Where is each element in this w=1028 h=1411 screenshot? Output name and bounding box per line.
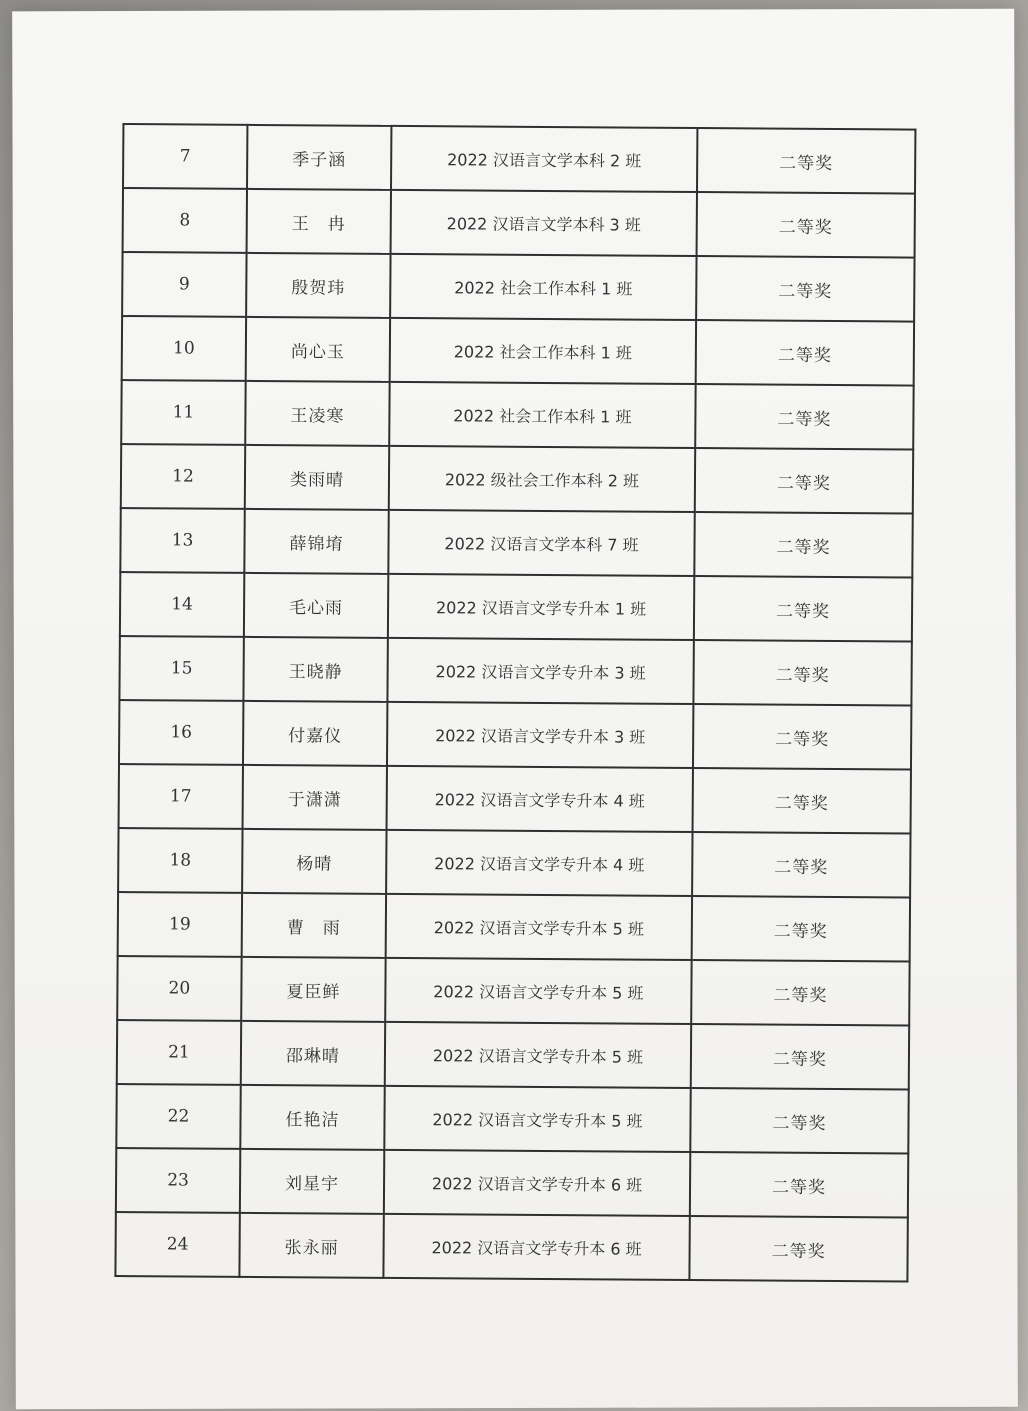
award-level-cell: 二等奖 (693, 704, 911, 770)
student-name-cell: 类雨晴 (245, 445, 389, 510)
student-name-cell: 张永丽 (239, 1213, 383, 1278)
student-name-cell: 夏臣鲜 (241, 957, 385, 1022)
award-table-body (115, 124, 915, 1282)
table-row (122, 252, 914, 322)
award-list-table (114, 123, 916, 1283)
student-name-cell: 季子涵 (247, 125, 391, 190)
table-row (123, 124, 915, 194)
table-row (122, 316, 914, 386)
table-row (117, 956, 909, 1026)
award-table-container (115, 123, 883, 1268)
award-level-cell: 二等奖 (697, 128, 915, 194)
class-name-cell: 2022 汉语言文学专升本 3 班 (387, 638, 693, 704)
award-level-cell: 二等奖 (694, 576, 912, 642)
class-name-cell: 2022 汉语言文学本科 3 班 (391, 190, 697, 256)
award-level-cell: 二等奖 (695, 384, 913, 450)
class-name-cell: 2022 汉语言文学专升本 4 班 (386, 830, 692, 896)
table-row (118, 828, 910, 898)
award-level-cell: 二等奖 (691, 960, 909, 1026)
award-level-cell: 二等奖 (696, 256, 914, 322)
student-name-cell: 付嘉仪 (243, 701, 387, 766)
award-level-cell: 二等奖 (697, 192, 915, 258)
row-number-cell: 12 (121, 444, 245, 509)
table-row (123, 188, 915, 258)
row-number-cell: 10 (122, 316, 246, 381)
row-number-cell: 20 (117, 956, 241, 1021)
award-level-cell: 二等奖 (693, 640, 911, 706)
class-name-cell: 2022 汉语言文学专升本 5 班 (385, 958, 691, 1024)
student-name-cell: 王晓静 (243, 637, 387, 702)
class-name-cell: 2022 汉语言文学专升本 4 班 (387, 766, 693, 832)
award-level-cell: 二等奖 (692, 896, 910, 962)
award-level-cell: 二等奖 (690, 1152, 908, 1218)
row-number-cell: 24 (115, 1212, 239, 1277)
class-name-cell: 2022 汉语言文学专升本 5 班 (384, 1086, 690, 1152)
table-row (117, 1020, 909, 1090)
row-number-cell: 19 (118, 892, 242, 957)
award-level-cell: 二等奖 (690, 1088, 908, 1154)
row-number-cell: 16 (119, 700, 243, 765)
class-name-cell: 2022 级社会工作本科 2 班 (389, 446, 695, 512)
table-row (115, 1212, 907, 1282)
class-name-cell: 2022 汉语言文学专升本 1 班 (388, 574, 694, 640)
student-name-cell: 刘星宇 (240, 1149, 384, 1214)
award-level-cell: 二等奖 (695, 448, 913, 514)
row-number-cell: 17 (119, 764, 243, 829)
table-row (121, 444, 913, 514)
class-name-cell: 2022 社会工作本科 1 班 (390, 318, 696, 384)
student-name-cell: 王 冉 (247, 189, 391, 254)
table-row (118, 892, 910, 962)
student-name-cell: 曹 雨 (242, 893, 386, 958)
award-level-cell: 二等奖 (691, 1024, 909, 1090)
award-level-cell: 二等奖 (689, 1216, 907, 1282)
paper-sheet (12, 9, 1018, 1410)
student-name-cell: 于潇潇 (243, 765, 387, 830)
class-name-cell: 2022 汉语言文学专升本 3 班 (387, 702, 693, 768)
row-number-cell: 13 (120, 508, 244, 573)
row-number-cell: 21 (117, 1020, 241, 1085)
table-row (120, 572, 912, 642)
row-number-cell: 9 (122, 252, 246, 317)
student-name-cell: 薛锦堉 (244, 509, 388, 574)
student-name-cell: 任艳洁 (240, 1085, 384, 1150)
row-number-cell: 23 (116, 1148, 240, 1213)
row-number-cell: 8 (123, 188, 247, 253)
row-number-cell: 11 (121, 380, 245, 445)
class-name-cell: 2022 汉语言文学本科 2 班 (391, 126, 697, 192)
class-name-cell: 2022 汉语言文学专升本 5 班 (386, 894, 692, 960)
table-row (120, 508, 912, 578)
student-name-cell: 杨晴 (242, 829, 386, 894)
row-number-cell: 22 (116, 1084, 240, 1149)
table-row (116, 1148, 908, 1218)
class-name-cell: 2022 社会工作本科 1 班 (390, 254, 696, 320)
row-number-cell: 14 (120, 572, 244, 637)
award-level-cell: 二等奖 (692, 832, 910, 898)
student-name-cell: 邵琳晴 (241, 1021, 385, 1086)
table-row (119, 764, 911, 834)
row-number-cell: 18 (118, 828, 242, 893)
class-name-cell: 2022 汉语言文学专升本 6 班 (383, 1214, 689, 1280)
award-level-cell: 二等奖 (694, 512, 912, 578)
table-row (121, 380, 913, 450)
row-number-cell: 7 (123, 124, 247, 189)
table-row (119, 636, 911, 706)
table-row (116, 1084, 908, 1154)
student-name-cell: 王凌寒 (245, 381, 389, 446)
student-name-cell: 毛心雨 (244, 573, 388, 638)
table-row (119, 700, 911, 770)
row-number-cell: 15 (119, 636, 243, 701)
class-name-cell: 2022 社会工作本科 1 班 (389, 382, 695, 448)
class-name-cell: 2022 汉语言文学专升本 6 班 (384, 1150, 690, 1216)
award-level-cell: 二等奖 (696, 320, 914, 386)
class-name-cell: 2022 汉语言文学专升本 5 班 (385, 1022, 691, 1088)
class-name-cell: 2022 汉语言文学本科 7 班 (388, 510, 694, 576)
student-name-cell: 尚心玉 (246, 317, 390, 382)
award-level-cell: 二等奖 (693, 768, 911, 834)
student-name-cell: 殷贺玮 (246, 253, 390, 318)
